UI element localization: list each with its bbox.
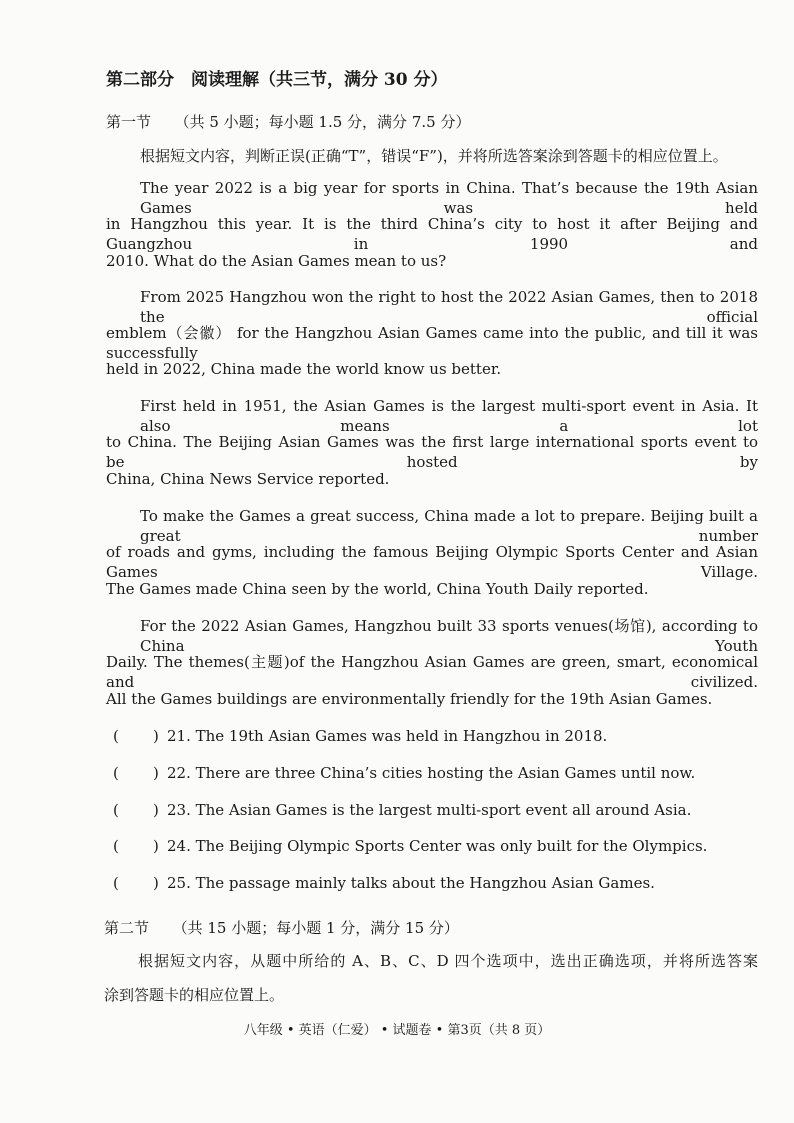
question-25	[113, 873, 655, 893]
question-text: 22. There are three China’s cities hosting the Asian Games until now.	[167, 764, 696, 782]
section2-info: （共 15 小题；每小题 1 分，满分 15 分）	[172, 919, 459, 937]
question-22	[113, 763, 695, 783]
passage-line: of roads and gyms, including the famous Beijing Olympic Sports Center and Asian Games Village.	[106, 543, 758, 581]
answer-blank-close: )	[153, 727, 159, 745]
answer-blank-open: (	[113, 837, 119, 855]
question-21	[113, 726, 607, 746]
section2-title: 第二节	[104, 919, 150, 937]
passage-line: From 2025 Hangzhou won the right to host the 2022 Asian Games, then to 2018 the official	[140, 288, 758, 326]
passage-line: held in 2022, China made the world know us better.	[106, 360, 502, 378]
answer-blank-close: )	[153, 764, 159, 782]
passage-line: emblem（会徽） for the Hangzhou Asian Games came into the public, and till it was successfully	[106, 324, 758, 362]
passage-line: The year 2022 is a big year for sports in China. That’s because the 19th Asian Games was held	[140, 179, 758, 217]
passage-line: in Hangzhou this year. It is the third China’s city to host it after Beijing and Guangzhou in 1990 and	[106, 215, 758, 253]
answer-blank-open: (	[113, 874, 119, 892]
passage-line: 2010. What do the Asian Games mean to us?	[106, 252, 447, 270]
answer-blank-open: (	[113, 764, 119, 782]
section1-info: （共 5 小题；每小题 1.5 分，满分 7.5 分）	[174, 113, 471, 131]
passage-line: First held in 1951, the Asian Games is the largest multi-sport event in Asia. It also means a lot	[140, 397, 758, 435]
question-text: 25. The passage mainly talks about the Hangzhou Asian Games.	[167, 874, 655, 892]
passage-line: China, China News Service reported.	[106, 470, 390, 488]
answer-blank-close: )	[153, 801, 159, 819]
section2-header	[104, 918, 459, 938]
answer-blank-close: )	[153, 874, 159, 892]
page-footer: 八年级 • 英语（仁爱） • 试题卷 • 第3页（共 8 页）	[243, 1023, 551, 1038]
answer-blank-close: )	[153, 837, 159, 855]
question-23	[113, 800, 691, 820]
question-24	[113, 836, 707, 856]
answer-blank-open: (	[113, 801, 119, 819]
part-heading: 第二部分 阅读理解（共三节，满分 30 分）	[106, 70, 448, 90]
question-text: 24. The Beijing Olympic Sports Center was only built for the Olympics.	[167, 837, 708, 855]
passage-line: The Games made China seen by the world, China Youth Daily reported.	[106, 580, 649, 598]
question-text: 21. The 19th Asian Games was held in Hangzhou in 2018.	[167, 727, 608, 745]
section2-instruction-line1: 根据短文内容，从题中所给的 A、B、C、D 四个选项中，选出正确选项，并将所选答案	[138, 952, 758, 970]
passage-line: For the 2022 Asian Games, Hangzhou built 33 sports venues(场馆), according to China Youth	[140, 617, 758, 655]
section1-instruction: 根据短文内容，判断正误(正确“T”，错误“F”)，并将所选答案涂到答题卡的相应位置上。	[140, 147, 728, 165]
question-text: 23. The Asian Games is the largest multi-sport event all around Asia.	[167, 801, 692, 819]
passage-line: to China. The Beijing Asian Games was the first large international sports event to be hosted by	[106, 433, 758, 471]
passage-line: Daily. The themes(主题)of the Hangzhou Asian Games are green, smart, economical and civilized.	[106, 653, 758, 691]
section1-header	[106, 112, 470, 132]
passage-line: To make the Games a great success, China made a lot to prepare. Beijing built a great number	[140, 507, 758, 545]
answer-blank-open: (	[113, 727, 119, 745]
section2-instruction-line2: 涂到答题卡的相应位置上。	[104, 986, 285, 1004]
section1-title: 第一节	[106, 113, 152, 131]
passage-line: All the Games buildings are environmentally friendly for the 19th Asian Games.	[106, 690, 713, 708]
